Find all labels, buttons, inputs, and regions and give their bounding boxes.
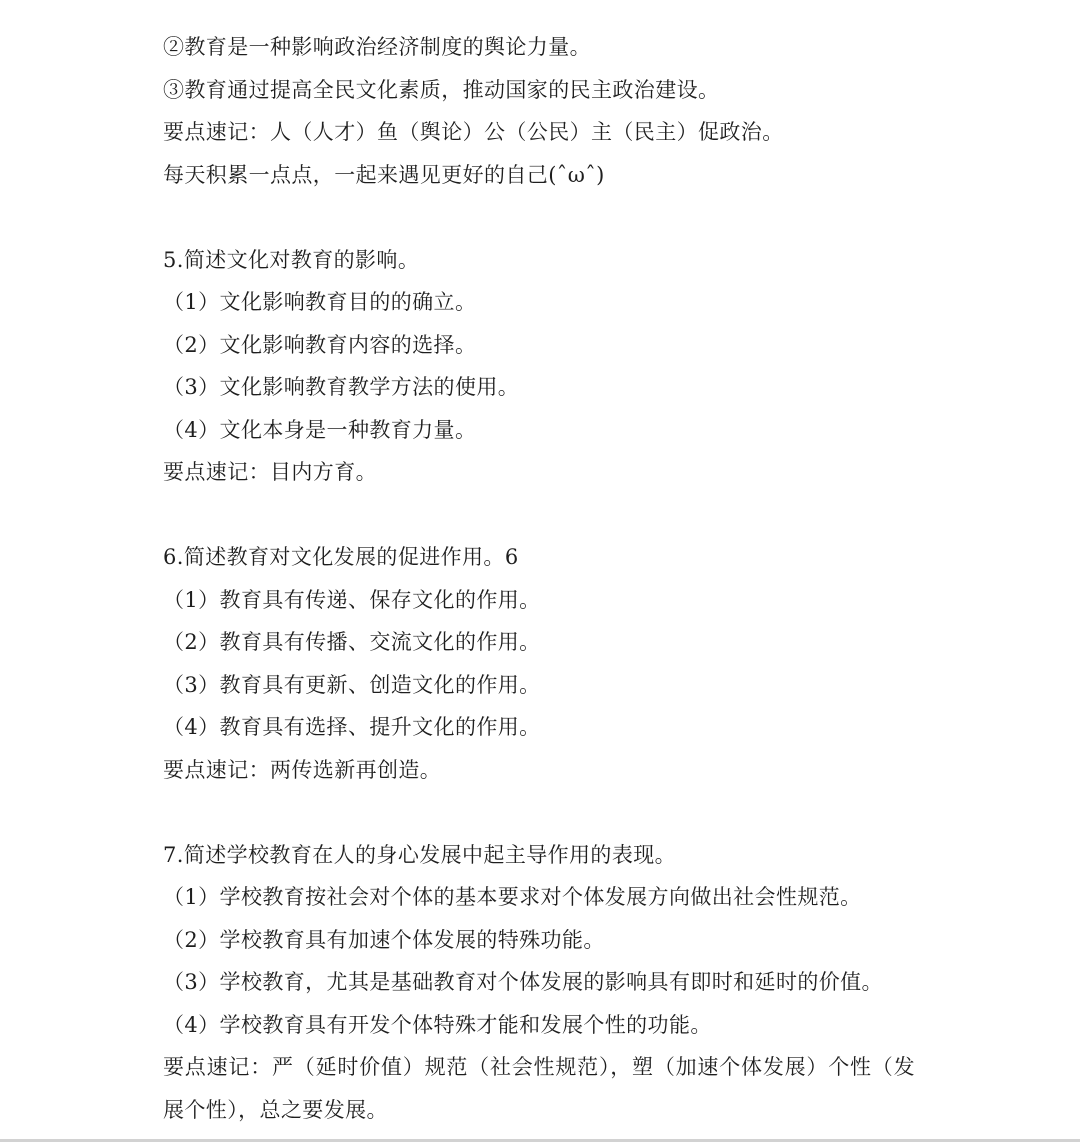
section-6 bbox=[163, 536, 915, 791]
list-item: （3）教育具有更新、创造文化的作用。 bbox=[163, 672, 541, 697]
document-page bbox=[163, 26, 915, 1131]
mnemonic-line: 要点速记：目内方育。 bbox=[163, 460, 377, 484]
list-item: （3）文化影响教育教学方法的使用。 bbox=[163, 375, 520, 399]
list-item: （2）教育具有传播、交流文化的作用。 bbox=[163, 630, 541, 654]
list-item: （4）学校教育具有开发个体特殊才能和发展个性的功能。 bbox=[163, 1012, 712, 1037]
list-item: （4）文化本身是一种教育力量。 bbox=[163, 417, 477, 442]
list-item: （3）学校教育，尤其是基础教育对个体发展的影响具有即时和延时的价值。 bbox=[163, 970, 883, 994]
section-4-continuation bbox=[163, 26, 915, 196]
section-title: 7.简述学校教育在人的身心发展中起主导作用的表现。 bbox=[163, 842, 677, 867]
list-item: ③教育通过提高全民文化素质，推动国家的民主政治建设。 bbox=[163, 77, 720, 102]
section-title: 6.简述教育对文化发展的促进作用。6 bbox=[163, 545, 519, 569]
mnemonic-line: 要点速记：人（人才）鱼（舆论）公（公民）主（民主）促政治。 bbox=[163, 120, 784, 144]
list-item: （1）教育具有传递、保存文化的作用。 bbox=[163, 587, 541, 612]
list-item: （2）文化影响教育内容的选择。 bbox=[163, 332, 477, 357]
list-item: （4）教育具有选择、提升文化的作用。 bbox=[163, 715, 541, 739]
mnemonic-line: 要点速记：两传选新再创造。 bbox=[163, 757, 442, 782]
list-item: ②教育是一种影响政治经济制度的舆论力量。 bbox=[163, 35, 591, 59]
section-5 bbox=[163, 239, 915, 494]
section-7 bbox=[163, 834, 915, 1132]
list-item: （1）学校教育按社会对个体的基本要求对个体发展方向做出社会性规范。 bbox=[163, 885, 862, 909]
section-title: 5.简述文化对教育的影响。 bbox=[163, 247, 420, 272]
encouragement-note: 每天积累一点点，一起来遇见更好的自己(ˆωˆ) bbox=[163, 162, 605, 187]
list-item: （1）文化影响教育目的的确立。 bbox=[163, 290, 477, 314]
mnemonic-line: 要点速记：严（延时价值）规范（社会性规范），塑（加速个体发展）个性（发展个性），总之要发展。 bbox=[163, 1055, 915, 1122]
list-item: （2）学校教育具有加速个体发展的特殊功能。 bbox=[163, 927, 605, 952]
